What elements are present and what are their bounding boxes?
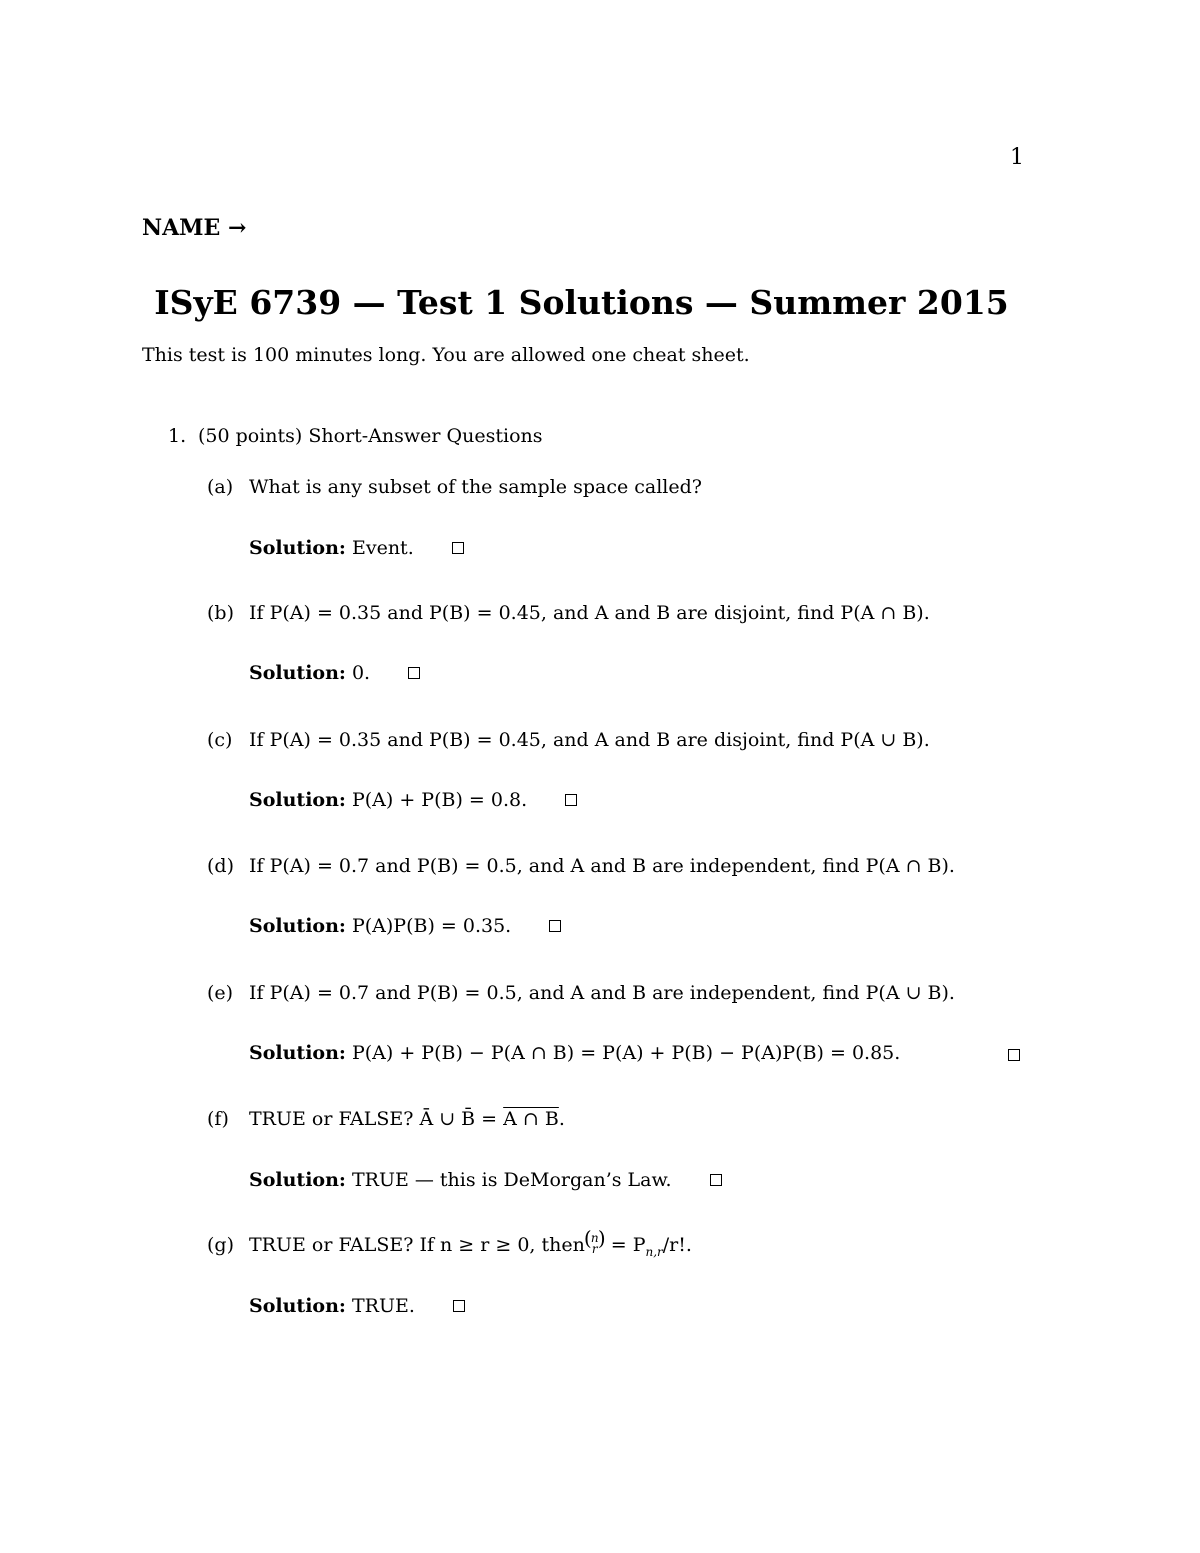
- question-text: What is any subset of the sample space called?: [249, 476, 702, 498]
- question-text-prefix: TRUE or FALSE?: [249, 1108, 414, 1130]
- name-field-label: NAME →: [142, 215, 247, 241]
- question-text: If P(A) = 0.7 and P(B) = 0.5, and A and B are independent, find P(A ∪ B).: [249, 982, 955, 1004]
- solution-label: Solution:: [249, 537, 346, 559]
- binomial-bottom: r: [591, 1242, 598, 1256]
- qed-box-icon: [549, 920, 561, 932]
- question-label: (c): [207, 729, 233, 751]
- solution-text: 0.: [351, 662, 371, 684]
- math-overline-expression: A ∩ B: [503, 1108, 559, 1130]
- solution-label: Solution:: [249, 1295, 346, 1317]
- solution-b: [249, 662, 420, 684]
- solution-label: Solution:: [249, 1169, 346, 1191]
- solution-f: [249, 1169, 722, 1191]
- question-text: If P(A) = 0.7 and P(B) = 0.5, and A and B are independent, find P(A ∩ B).: [249, 855, 955, 877]
- binomial-coefficient: ( n r ): [583, 1226, 606, 1256]
- solution-text: P(A)P(B) = 0.35.: [351, 915, 512, 937]
- solution-text: TRUE.: [351, 1295, 415, 1317]
- solution-label: Solution:: [249, 1042, 346, 1064]
- question-a: [207, 476, 702, 498]
- question-label: (a): [207, 476, 234, 498]
- section-heading: [168, 425, 543, 447]
- question-text: If P(A) = 0.35 and P(B) = 0.45, and A and B are disjoint, find P(A ∩ B).: [249, 602, 930, 624]
- qed-box-icon: [710, 1174, 722, 1186]
- solution-label: Solution:: [249, 789, 346, 811]
- question-text-tail: /r!.: [662, 1234, 692, 1256]
- binomial-top: n: [590, 1231, 599, 1245]
- solution-label: Solution:: [249, 662, 346, 684]
- section-number: 1.: [168, 425, 187, 447]
- solution-text: P(A) + P(B) = 0.8.: [351, 789, 528, 811]
- question-e: [207, 982, 955, 1004]
- math-expression: Ā ∪ B̄ =: [419, 1108, 498, 1130]
- solution-label: Solution:: [249, 915, 346, 937]
- solution-text: TRUE — this is DeMorgan’s Law.: [351, 1169, 672, 1191]
- question-text-prefix: TRUE or FALSE? If n ≥ r ≥ 0, then: [249, 1234, 585, 1256]
- qed-box-icon: [565, 794, 577, 806]
- subscript: n,r: [645, 1244, 663, 1259]
- page-title: ISyE 6739 — Test 1 Solutions — Summer 2015: [154, 283, 1009, 322]
- qed-box-icon: [1008, 1049, 1020, 1061]
- question-c: [207, 729, 930, 751]
- question-text-suffix: .: [558, 1108, 565, 1130]
- solution-text: P(A) + P(B) − P(A ∩ B) = P(A) + P(B) − P(A)P(B) = 0.85.: [351, 1042, 901, 1064]
- question-label: (g): [207, 1234, 234, 1256]
- question-label: (f): [207, 1108, 229, 1130]
- page-number: 1: [1010, 145, 1024, 170]
- intro-text: This test is 100 minutes long. You are allowed one cheat sheet.: [142, 344, 750, 366]
- question-text-suffix: = P: [610, 1234, 646, 1256]
- question-b: [207, 602, 930, 624]
- question-f: [207, 1108, 565, 1130]
- question-label: (b): [207, 602, 234, 624]
- qed-box-icon: [453, 1300, 465, 1312]
- section-title: (50 points) Short-Answer Questions: [198, 425, 543, 447]
- question-g: [207, 1226, 692, 1259]
- solution-g: [249, 1295, 465, 1317]
- solution-c: [249, 789, 577, 811]
- solution-d: [249, 915, 561, 937]
- solution-text: Event.: [351, 537, 414, 559]
- solution-e: [249, 1042, 900, 1064]
- qed-box-icon: [452, 542, 464, 554]
- solution-a: [249, 537, 464, 559]
- qed-box-icon: [408, 667, 420, 679]
- question-label: (d): [207, 855, 234, 877]
- question-d: [207, 855, 955, 877]
- question-text: If P(A) = 0.35 and P(B) = 0.45, and A and B are disjoint, find P(A ∪ B).: [249, 729, 930, 751]
- question-label: (e): [207, 982, 234, 1004]
